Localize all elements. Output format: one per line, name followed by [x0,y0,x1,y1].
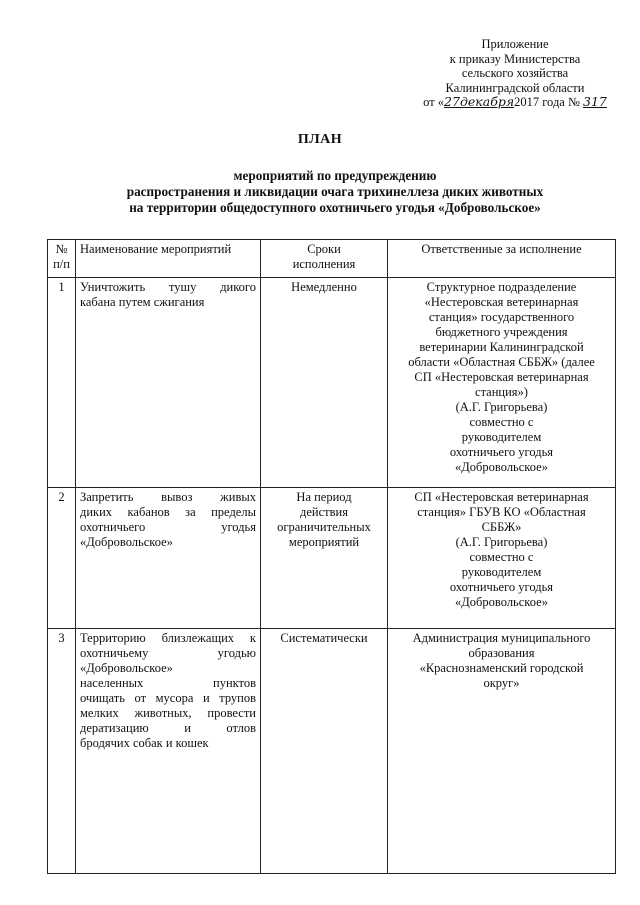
table-row [48,629,616,874]
document-title: ПЛАН [297,132,343,147]
order-date-line [420,95,610,110]
order-number: 317 [583,94,607,109]
cell-num: 1 [48,278,76,488]
cell-name: Уничтожить тушу дикого кабана путем сжигания [76,278,261,488]
subtitle-line: на территории общедоступного охотничьего угодья «Добровольское» [129,200,541,215]
appendix-line: Калининградской области [445,80,585,95]
cell-term: Систематически [261,629,388,874]
table-row [48,488,616,629]
appendix-block [420,37,610,110]
header-term: Сроки исполнения [261,240,388,278]
subtitle-line: распространения и ликвидации очага трихинеллеза диких животных [126,184,544,199]
date-month: декабря [459,94,515,109]
cell-num: 3 [48,629,76,874]
cell-name: Запретить вывоз живых диких кабанов за пределы охотничьего угодья «Добровольское» [76,488,261,629]
date-prefix: от « [423,95,445,109]
header-responsible: Ответственные за исполнение [388,240,616,278]
cell-responsible: СП «Нестеровская ветеринарная станция» ГБУВ КО «Областная СББЖ» (А.Г. Григорьева) совместно с руководителем охотничьего угодья «Добровольское» [388,488,616,629]
cell-name: Территорию близлежащих к охотничьему угодью «Добровольское» населенных пунктов очищать от мусора и трупов мелких животных, провести дератизацию и отлов бродячих собак и кошек [76,629,261,874]
table-header-row [48,240,616,278]
cell-term: Немедленно [261,278,388,488]
document-subtitle [30,168,640,216]
header-name: Наименование мероприятий [76,240,261,278]
header-num: № п/п [48,240,76,278]
date-year: 2017 года № [514,95,580,109]
appendix-line: сельского хозяйства [461,66,569,80]
cell-num: 2 [48,488,76,629]
cell-responsible: Администрация муниципального образования «Краснознаменский городской округ» [388,629,616,874]
table-row [48,278,616,488]
appendix-line: к приказу Министерства [449,51,581,66]
appendix-line: Приложение [481,37,549,51]
cell-term: На период действия ограничительных мероприятий [261,488,388,629]
date-day: 27 [444,94,460,109]
subtitle-line: мероприятий по предупреждению [233,168,437,183]
plan-table [47,239,616,874]
cell-responsible: Структурное подразделение «Нестеровская ветеринарная станция» государственного бюджетного учреждения ветеринарии Калининградской области «Областная СББЖ» (далее СП «Нестеровская ветеринарная станция») (А.Г. Григорьева) совместно с руководителем охотничьего угодья «Добровольское» [388,278,616,488]
